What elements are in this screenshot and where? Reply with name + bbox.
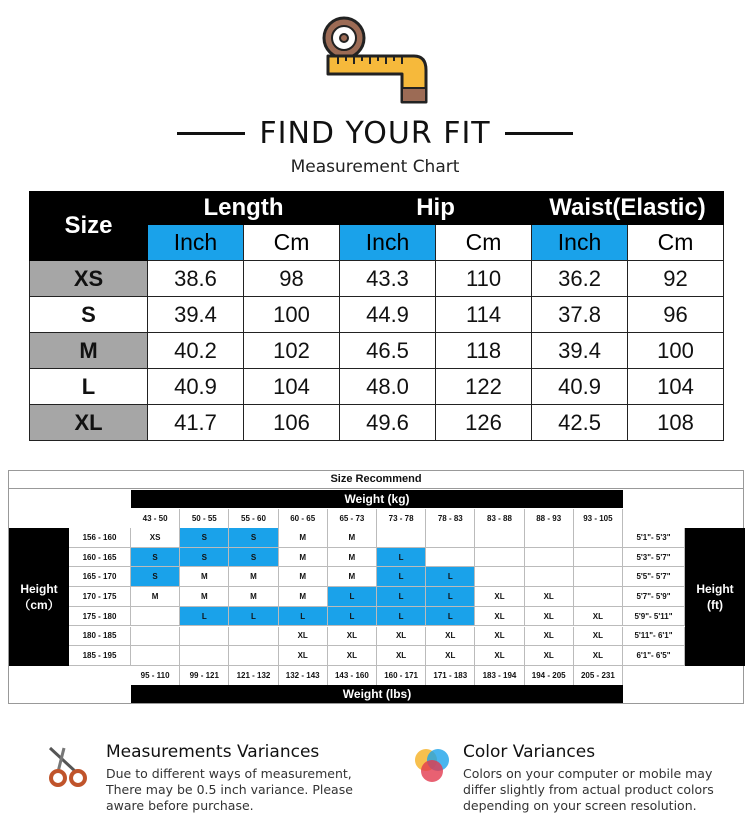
color-circles-icon xyxy=(412,746,452,786)
weight-kg-label: 60 - 65 xyxy=(279,509,328,528)
length-header: Length xyxy=(148,192,340,225)
size-cell: M xyxy=(328,528,377,548)
size-cell: M xyxy=(229,567,278,587)
size-cell: S xyxy=(30,297,148,333)
size-cell: L xyxy=(426,587,475,607)
size-cell xyxy=(525,567,574,587)
value-cell: 92 xyxy=(628,261,724,297)
size-cell: XL xyxy=(475,646,524,666)
size-cell xyxy=(229,646,278,666)
size-cell: XL xyxy=(328,627,377,647)
size-cell: XL xyxy=(377,646,426,666)
size-cell xyxy=(525,548,574,568)
color-variance-line: depending on your screen resolution. xyxy=(463,798,697,813)
size-cell: L xyxy=(180,607,229,627)
value-cell: 122 xyxy=(436,369,532,405)
weight-lbs-label: 132 - 143 xyxy=(279,666,328,685)
hip-header: Hip xyxy=(340,192,532,225)
weight-kg-label: 55 - 60 xyxy=(229,509,278,528)
size-cell: M xyxy=(279,548,328,568)
value-cell: 48.0 xyxy=(340,369,436,405)
size-cell: S xyxy=(131,567,180,587)
weight-lbs-label: 121 - 132 xyxy=(229,666,278,685)
size-cell: L xyxy=(229,607,278,627)
size-cell xyxy=(180,627,229,647)
measurement-variance-line: There may be 0.5 inch variance. Please xyxy=(106,782,353,797)
size-cell: XL xyxy=(475,607,524,627)
weight-kg-label: 88 - 93 xyxy=(525,509,574,528)
value-cell: 43.3 xyxy=(340,261,436,297)
table-row xyxy=(30,297,724,333)
unit-cm: Cm xyxy=(244,225,340,261)
height-ft-label: 5'5"- 5'7" xyxy=(623,567,685,587)
size-cell xyxy=(426,528,475,548)
size-cell: L xyxy=(279,607,328,627)
size-cell: XL xyxy=(475,627,524,647)
value-cell: 41.7 xyxy=(148,405,244,441)
unit-inch: Inch xyxy=(532,225,628,261)
size-recommend-title: Size Recommend xyxy=(330,473,422,485)
table-row xyxy=(30,261,724,297)
size-cell: L xyxy=(377,607,426,627)
scissors-icon xyxy=(44,742,92,790)
measurement-table xyxy=(29,191,724,441)
size-cell xyxy=(131,607,180,627)
unit-inch: Inch xyxy=(340,225,436,261)
value-cell: 40.2 xyxy=(148,333,244,369)
size-cell: XL xyxy=(426,646,475,666)
size-cell: S xyxy=(180,548,229,568)
divider xyxy=(9,488,743,489)
size-cell: XL xyxy=(279,627,328,647)
size-cell: M xyxy=(279,567,328,587)
size-cell xyxy=(525,528,574,548)
value-cell: 36.2 xyxy=(532,261,628,297)
size-cell xyxy=(131,627,180,647)
size-cell: S xyxy=(229,548,278,568)
measurement-variance-note xyxy=(106,742,353,814)
value-cell: 49.6 xyxy=(340,405,436,441)
weight-kg-label: 78 - 83 xyxy=(426,509,475,528)
color-variance-note xyxy=(463,742,714,814)
size-cell: XL xyxy=(525,627,574,647)
height-cm-label: 160 - 165 xyxy=(69,548,131,568)
color-variance-title: Color Variances xyxy=(463,742,596,762)
height-cm-unit: （cm） xyxy=(18,598,60,612)
size-cell xyxy=(475,567,524,587)
size-cell: XL xyxy=(574,646,623,666)
title-row xyxy=(0,116,750,150)
size-cell: M xyxy=(328,548,377,568)
height-ft-label: 5'1"- 5'3" xyxy=(623,528,685,548)
height-ft-label: 5'11"- 6'1" xyxy=(623,627,685,647)
size-cell: M xyxy=(279,528,328,548)
size-cell xyxy=(475,548,524,568)
size-cell: L xyxy=(328,587,377,607)
size-header: Size xyxy=(30,192,148,261)
size-cell xyxy=(574,548,623,568)
size-cell: L xyxy=(426,607,475,627)
size-cell xyxy=(377,528,426,548)
size-cell: M xyxy=(180,587,229,607)
unit-cm: Cm xyxy=(628,225,724,261)
weight-kg-header: Weight (kg) xyxy=(131,490,623,508)
weight-lbs-label: 205 - 231 xyxy=(574,666,623,685)
height-cm-label: 165 - 170 xyxy=(69,567,131,587)
size-cell xyxy=(574,528,623,548)
weight-kg-label: 50 - 55 xyxy=(180,509,229,528)
height-cm-label: 185 - 195 xyxy=(69,646,131,666)
size-cell: XL xyxy=(525,646,574,666)
height-cm-label: 175 - 180 xyxy=(69,607,131,627)
measurement-variance-line: aware before purchase. xyxy=(106,798,254,813)
table-row xyxy=(30,333,724,369)
value-cell: 40.9 xyxy=(148,369,244,405)
title-rule-left xyxy=(177,132,245,135)
value-cell: 104 xyxy=(244,369,340,405)
size-cell: M xyxy=(229,587,278,607)
page-subtitle: Measurement Chart xyxy=(290,157,460,177)
weight-kg-label: 73 - 78 xyxy=(377,509,426,528)
size-cell: L xyxy=(426,567,475,587)
size-cell: XL xyxy=(574,627,623,647)
color-variance-line: Colors on your computer or mobile may xyxy=(463,766,713,781)
value-cell: 46.5 xyxy=(340,333,436,369)
value-cell: 42.5 xyxy=(532,405,628,441)
size-cell: XL xyxy=(574,607,623,627)
value-cell: 114 xyxy=(436,297,532,333)
value-cell: 39.4 xyxy=(532,333,628,369)
weight-kg-label: 43 - 50 xyxy=(131,509,180,528)
value-cell: 100 xyxy=(628,333,724,369)
weight-lbs-label: 194 - 205 xyxy=(525,666,574,685)
value-cell: 100 xyxy=(244,297,340,333)
weight-lbs-label: 143 - 160 xyxy=(328,666,377,685)
size-cell: L xyxy=(328,607,377,627)
size-recommend-panel xyxy=(8,470,744,704)
table-row xyxy=(30,405,724,441)
value-cell: 39.4 xyxy=(148,297,244,333)
size-cell: XL xyxy=(475,587,524,607)
size-cell: S xyxy=(180,528,229,548)
weight-kg-label: 93 - 105 xyxy=(574,509,623,528)
size-cell: S xyxy=(131,548,180,568)
value-cell: 118 xyxy=(436,333,532,369)
size-cell: XL xyxy=(525,607,574,627)
size-cell: XS xyxy=(131,528,180,548)
height-cm-label: Height xyxy=(20,582,58,596)
measurement-variance-line: Due to different ways of measurement, xyxy=(106,766,352,781)
size-cell xyxy=(426,548,475,568)
height-ft-header xyxy=(685,528,745,666)
weight-lbs-label: 171 - 183 xyxy=(426,666,475,685)
table-row xyxy=(30,369,724,405)
size-cell: M xyxy=(131,587,180,607)
size-cell xyxy=(475,528,524,548)
size-cell xyxy=(229,627,278,647)
size-cell: M xyxy=(180,567,229,587)
value-cell: 102 xyxy=(244,333,340,369)
value-cell: 40.9 xyxy=(532,369,628,405)
height-cm-header xyxy=(9,528,69,666)
size-cell: XL xyxy=(279,646,328,666)
value-cell: 37.8 xyxy=(532,297,628,333)
measuring-tape-icon xyxy=(318,12,434,108)
unit-cm: Cm xyxy=(436,225,532,261)
value-cell: 108 xyxy=(628,405,724,441)
waist-header: Waist(Elastic) xyxy=(532,192,724,225)
size-cell: L xyxy=(30,369,148,405)
page-title: FIND YOUR FIT xyxy=(259,115,491,151)
title-rule-right xyxy=(505,132,573,135)
height-ft-label: 6'1"- 6'5" xyxy=(623,646,685,666)
size-cell: XL xyxy=(328,646,377,666)
size-cell xyxy=(574,587,623,607)
size-cell: XS xyxy=(30,261,148,297)
size-cell: L xyxy=(377,548,426,568)
height-ft-label: 5'3"- 5'7" xyxy=(623,548,685,568)
weight-lbs-label: 183 - 194 xyxy=(475,666,524,685)
height-cm-label: 156 - 160 xyxy=(69,528,131,548)
weight-lbs-label: 99 - 121 xyxy=(180,666,229,685)
size-cell xyxy=(574,567,623,587)
size-cell: M xyxy=(30,333,148,369)
value-cell: 38.6 xyxy=(148,261,244,297)
value-cell: 96 xyxy=(628,297,724,333)
size-cell xyxy=(131,646,180,666)
size-cell: M xyxy=(279,587,328,607)
size-cell: L xyxy=(377,567,426,587)
size-cell: S xyxy=(229,528,278,548)
value-cell: 126 xyxy=(436,405,532,441)
weight-lbs-label: 160 - 171 xyxy=(377,666,426,685)
value-cell: 106 xyxy=(244,405,340,441)
color-variance-line: differ slightly from actual product colors xyxy=(463,782,714,797)
height-ft-unit: (ft) xyxy=(707,598,723,612)
weight-kg-label: 83 - 88 xyxy=(475,509,524,528)
value-cell: 44.9 xyxy=(340,297,436,333)
size-cell: L xyxy=(377,587,426,607)
value-cell: 110 xyxy=(436,261,532,297)
size-cell xyxy=(180,646,229,666)
size-cell: XL xyxy=(426,627,475,647)
size-cell: XL xyxy=(377,627,426,647)
height-ft-label: Height xyxy=(696,582,734,596)
weight-kg-label: 65 - 73 xyxy=(328,509,377,528)
height-ft-label: 5'9"- 5'11" xyxy=(623,607,685,627)
weight-lbs-label: 95 - 110 xyxy=(131,666,180,685)
height-ft-label: 5'7"- 5'9" xyxy=(623,587,685,607)
weight-lbs-header: Weight (lbs) xyxy=(131,685,623,703)
measurement-variance-title: Measurements Variances xyxy=(106,742,320,762)
size-cell: XL xyxy=(525,587,574,607)
value-cell: 98 xyxy=(244,261,340,297)
size-cell: M xyxy=(328,567,377,587)
height-cm-label: 180 - 185 xyxy=(69,627,131,647)
value-cell: 104 xyxy=(628,369,724,405)
unit-inch: Inch xyxy=(148,225,244,261)
size-cell: XL xyxy=(30,405,148,441)
height-cm-label: 170 - 175 xyxy=(69,587,131,607)
